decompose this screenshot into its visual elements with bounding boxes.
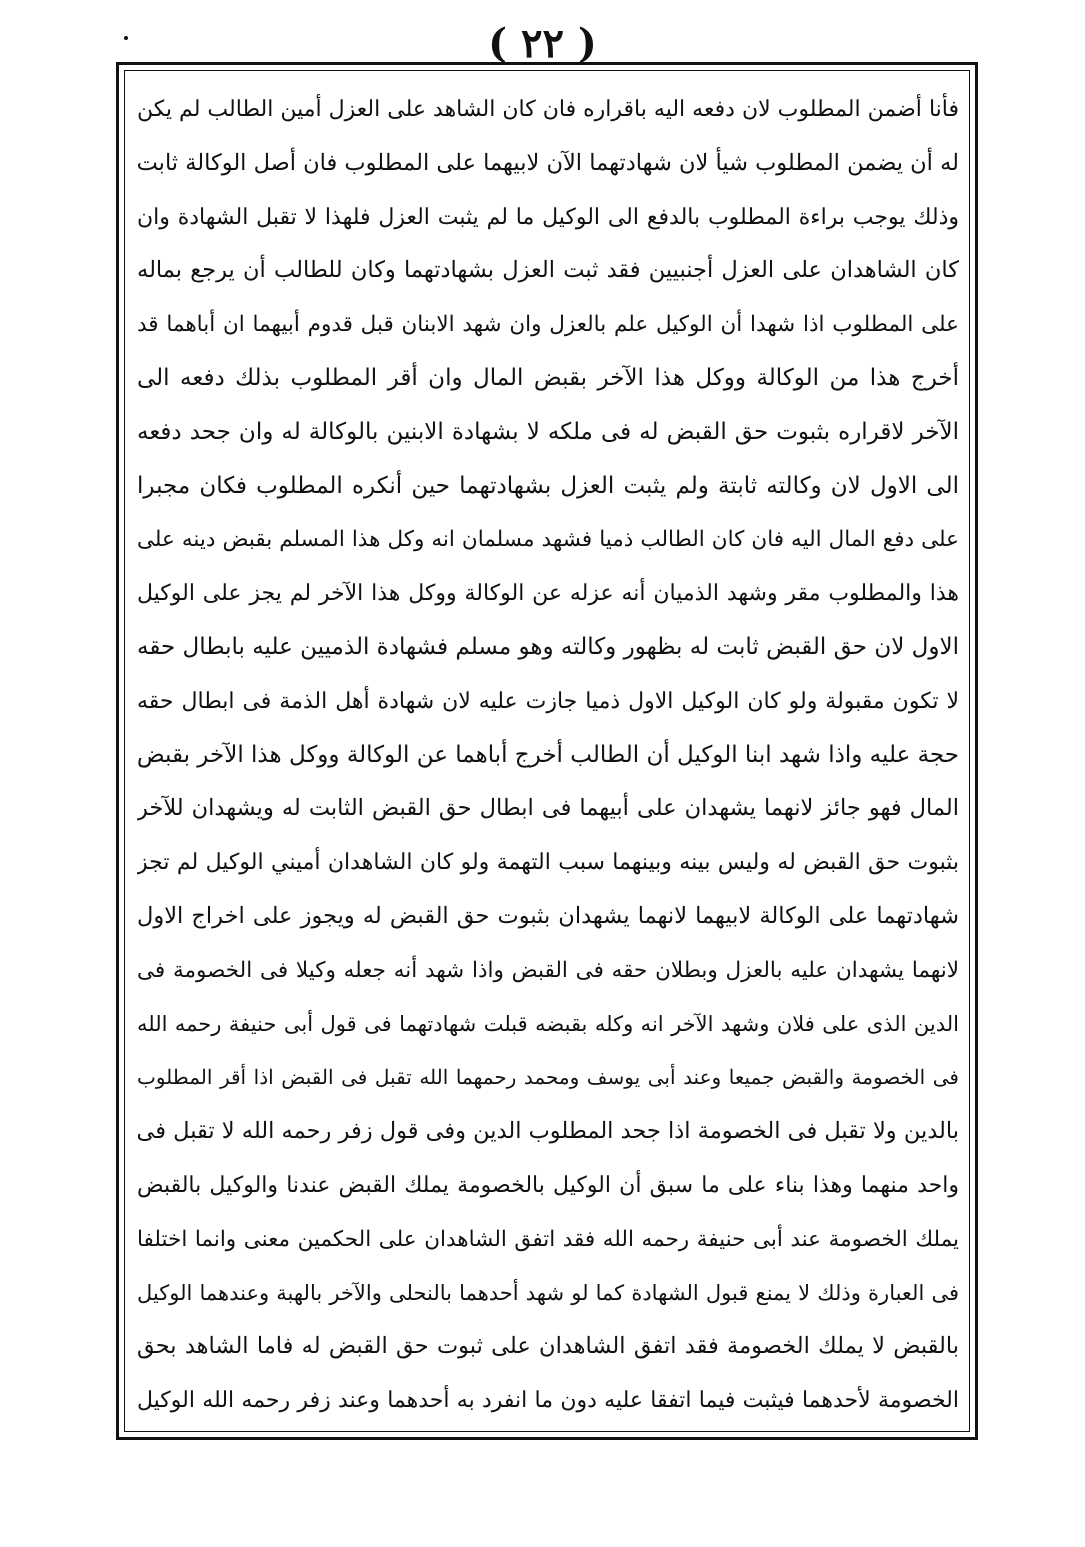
text-line: حجة عليه واذا شهد ابنا الوكيل أن الطالب أخرج أباهما عن الوكالة ووكل هذا الآخر بقبض xyxy=(137,741,959,768)
text-line: بالدين ولا تقبل فى الخصومة اذا جحد المطلوب الدين وفى قول زفر رحمه الله لا تقبل فى xyxy=(137,1118,959,1145)
text-line: فى الخصومة والقبض جميعا وعند أبى يوسف ومحمد رحمهما الله تقبل فى القبض اذا أقر المطلوب xyxy=(137,1065,959,1090)
text-line: واحد منهما وهذا بناء على ما سبق أن الوكيل بالخصومة يملك القبض عندنا والوكيل بالقبض xyxy=(137,1172,959,1198)
text-line: على المطلوب اذا شهدا أن الوكيل علم بالعزل وان شهد الابنان قبل قدوم أبيهما ان أباهما قد xyxy=(137,312,959,338)
text-line: الدين الذى على فلان وشهد الآخر انه وكله بقبضه قبلت شهادتهما فى قول أبى حنيفة رحمه الله xyxy=(137,1011,959,1036)
text-line: وذلك يوجب براءة المطلوب بالدفع الى الوكيل ما لم يثبت العزل فلهذا لا تقبل الشهادة وان xyxy=(137,204,959,230)
text-line: على دفع المال اليه فان كان الطالب ذميا فشهد مسلمان انه وكل هذا المسلم بقبض دينه على xyxy=(137,527,959,553)
text-line: المال فهو جائز لانهما يشهدان على أبيهما فى ابطال حق القبض الثابت له ويشهدان للآخر xyxy=(137,795,959,822)
text-line: الخصومة لأحدهما فيثبت فيما اتفقا عليه دون ما انفرد به أحدهما وعند زفر رحمه الله الوكيل xyxy=(137,1388,959,1414)
text-line: شهادتهما على الوكالة لابيهما لانهما يشهدان بثبوت حق القبض له ويجوز على اخراج الاول xyxy=(137,902,959,929)
text-line: الآخر لاقراره بثبوت حق القبض له فى ملكه لا بشهادة الابنين بالوكالة له وان جحد دفعه xyxy=(137,418,959,445)
text-line: بثبوت حق القبض له وليس بينه وبينهما سبب التهمة ولو كان الشاهدان أميني الوكيل لم تجز xyxy=(137,850,959,876)
text-line: فأنا أضمن المطلوب لان دفعه اليه باقراره فان كان الشاهد على العزل أمين الطالب لم يكن xyxy=(137,97,959,122)
text-line: لا تكون مقبولة ولو كان الوكيل الاول ذميا جازت عليه لان شهادة أهل الذمة فى ابطال حقه xyxy=(137,688,959,714)
text-line: لانهما يشهدان عليه بالعزل وبطلان حقه فى القبض واذا شهد أنه جعله وكيلا فى الخصومة فى xyxy=(137,957,959,983)
text-line: فى العبارة وذلك لا يمنع قبول الشهادة كما لو شهد أحدهما بالنحلى والآخر بالهبة وعندهما الوكيل xyxy=(137,1280,959,1305)
text-line: هذا والمطلوب مقر وشهد الذميان أنه عزله عن الوكالة ووكل هذا الآخر لم يجز على الوكيل xyxy=(137,581,959,607)
text-line: كان الشاهدان على العزل أجنبيين فقد ثبت العزل بشهادتهما وكان للطالب أن يرجع بماله xyxy=(137,257,959,284)
text-line: بالقبض لا يملك الخصومة فقد اتفق الشاهدان على ثبوت حق القبض له فاما الشاهد بحق xyxy=(137,1333,959,1360)
page-number: ( ٢٢ ) xyxy=(488,20,597,67)
page-frame xyxy=(116,62,978,1440)
text-line: أخرج هذا من الوكالة ووكل هذا الآخر بقبض المال وان أقر المطلوب بذلك دفعه الى xyxy=(137,364,959,391)
text-line: له أن يضمن المطلوب شيأ لان شهادتهما الآن لابيهما على المطلوب فان أصل الوكالة ثابت xyxy=(137,149,959,176)
text-line: الاول لان حق القبض ثابت له بظهور وكالته وهو مسلم فشهادة الذميين عليه بابطال حقه xyxy=(137,633,959,660)
text-line: يملك الخصومة عند أبى حنيفة رحمه الله فقد اتفق الشاهدان على الحكمين معنى وانما اختلفا xyxy=(137,1226,959,1252)
text-line: الى الاول لان وكالته ثابتة ولم يثبت العزل بشهادتهما حين أنكره المطلوب فكان مجبرا xyxy=(137,472,959,499)
page-text-body xyxy=(137,83,959,1428)
